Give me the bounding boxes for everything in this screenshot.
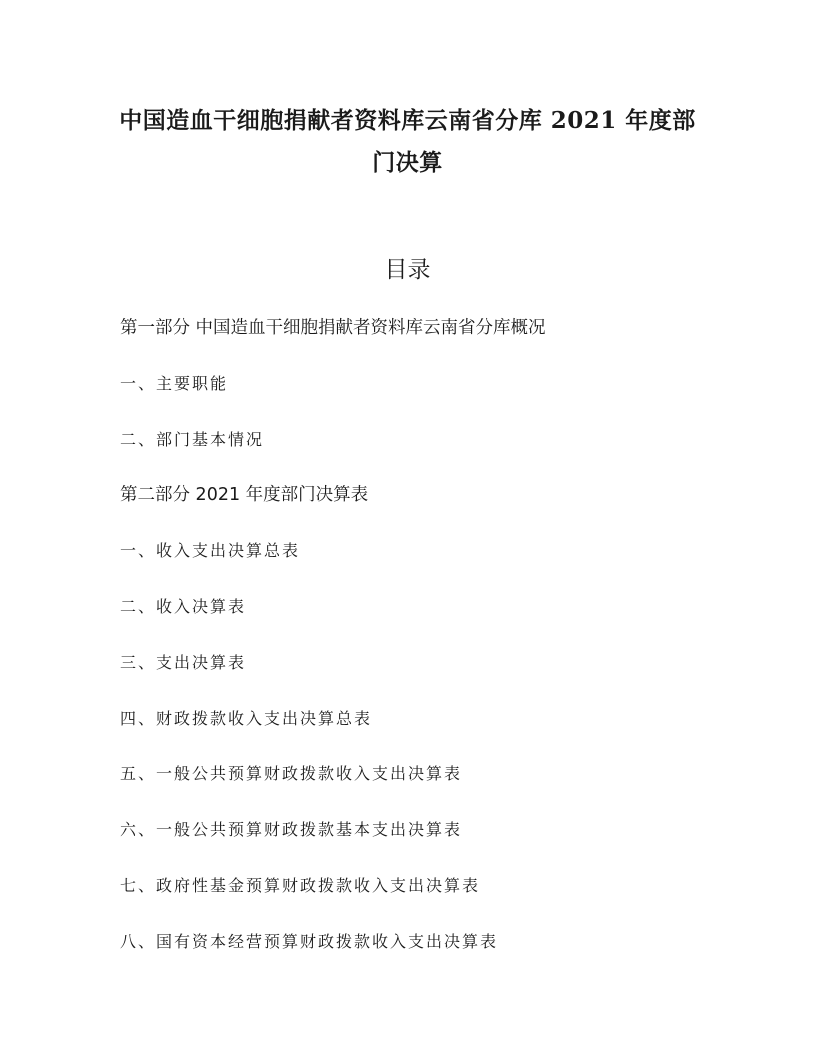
toc-item-general-public-basic-expenditure: 六、一般公共预算财政拨款基本支出决算表	[120, 820, 463, 840]
toc-part-1: 第一部分 中国造血干细胞捐献者资料库云南省分库概况	[120, 318, 546, 338]
table-of-contents	[120, 314, 760, 984]
toc-part-2: 第二部分 2021 年度部门决算表	[120, 485, 369, 506]
toc-item-income-expenditure-summary: 一、收入支出决算总表	[120, 541, 301, 561]
toc-item-government-fund-budget: 七、政府性基金预算财政拨款收入支出决算表	[120, 875, 481, 895]
document-title	[100, 100, 715, 184]
toc-item-fiscal-allocation-summary: 四、财政拨款收入支出决算总表	[120, 708, 373, 728]
toc-item-main-functions: 一、主要职能	[120, 373, 229, 393]
document-title-line-2: 门决算	[372, 149, 443, 176]
toc-item-expenditure-table: 三、支出决算表	[120, 652, 247, 672]
toc-item-income-table: 二、收入决算表	[120, 596, 247, 616]
toc-item-state-capital-budget: 八、国有资本经营预算财政拨款收入支出决算表	[120, 931, 499, 951]
toc-item-department-basics: 二、部门基本情况	[120, 429, 265, 449]
document-title-line-1: 中国造血干细胞捐献者资料库云南省分库 2021 年度部	[119, 107, 696, 134]
toc-item-general-public-budget: 五、一般公共预算财政拨款收入支出决算表	[120, 764, 463, 784]
toc-heading: 目录	[384, 257, 431, 283]
